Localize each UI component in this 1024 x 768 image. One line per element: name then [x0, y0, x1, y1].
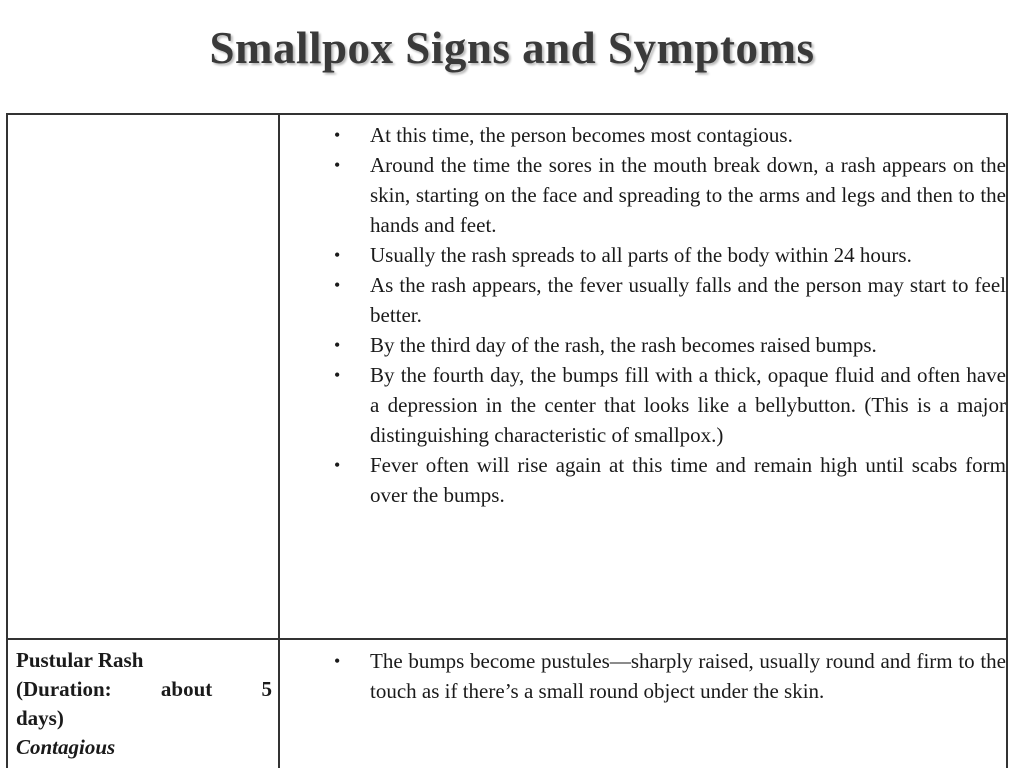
table-row-divider [6, 638, 1008, 640]
bullet-item [322, 240, 1006, 270]
bullet-icon: • [334, 365, 341, 385]
duration-number: 5 [261, 677, 272, 701]
bullet-text: By the third day of the rash, the rash becomes raised bumps. [370, 333, 877, 357]
row2-bullet-list [322, 646, 1006, 706]
bullet-item [322, 360, 1006, 450]
bullet-text: Fever often will rise again at this time and remain high until scabs form over the bumps. [370, 453, 1006, 507]
stage-name: Pustular Rash [16, 648, 144, 672]
bullet-item [322, 270, 1006, 330]
bullet-text: Around the time the sores in the mouth break down, a rash appears on the skin, starting on the face and spreading to the arms and legs and then to the hands and feet. [370, 153, 1006, 237]
bullet-item [322, 450, 1006, 510]
bullet-item [322, 646, 1006, 706]
slide-title: Smallpox Signs and Symptoms [209, 23, 815, 73]
bullet-icon: • [334, 651, 341, 671]
bullet-icon: • [334, 245, 341, 265]
bullet-text: Usually the rash spreads to all parts of the body within 24 hours. [370, 243, 912, 267]
bullet-icon: • [334, 335, 341, 355]
bullet-text: By the fourth day, the bumps fill with a thick, opaque fluid and often have a depression in the center that looks like a bellybutton. (This is a major distinguishing characteristic of smallpox.) [370, 363, 1006, 447]
bullet-icon: • [334, 155, 341, 175]
contagious-label: Contagious [16, 735, 116, 759]
stage-cell-pustular-rash [16, 646, 272, 762]
bullet-text: As the rash appears, the fever usually falls and the person may start to feel better. [370, 273, 1006, 327]
duration-about: about [160, 677, 213, 701]
bullet-text: The bumps become pustules—sharply raised, usually round and firm to the touch as if there’s a small round object under the skin. [370, 649, 1006, 703]
bullet-icon: • [334, 275, 341, 295]
duration-label: (Duration: [16, 677, 112, 701]
table-column-divider [278, 113, 280, 768]
bullet-text: At this time, the person becomes most contagious. [370, 123, 793, 147]
bullet-item [322, 330, 1006, 360]
bullet-icon: • [334, 455, 341, 475]
bullet-item [322, 120, 1006, 150]
stage-duration-line [16, 675, 272, 704]
duration-unit: days) [16, 706, 64, 730]
bullet-item [322, 150, 1006, 240]
bullet-icon: • [334, 125, 341, 145]
row1-bullet-list [322, 120, 1006, 510]
